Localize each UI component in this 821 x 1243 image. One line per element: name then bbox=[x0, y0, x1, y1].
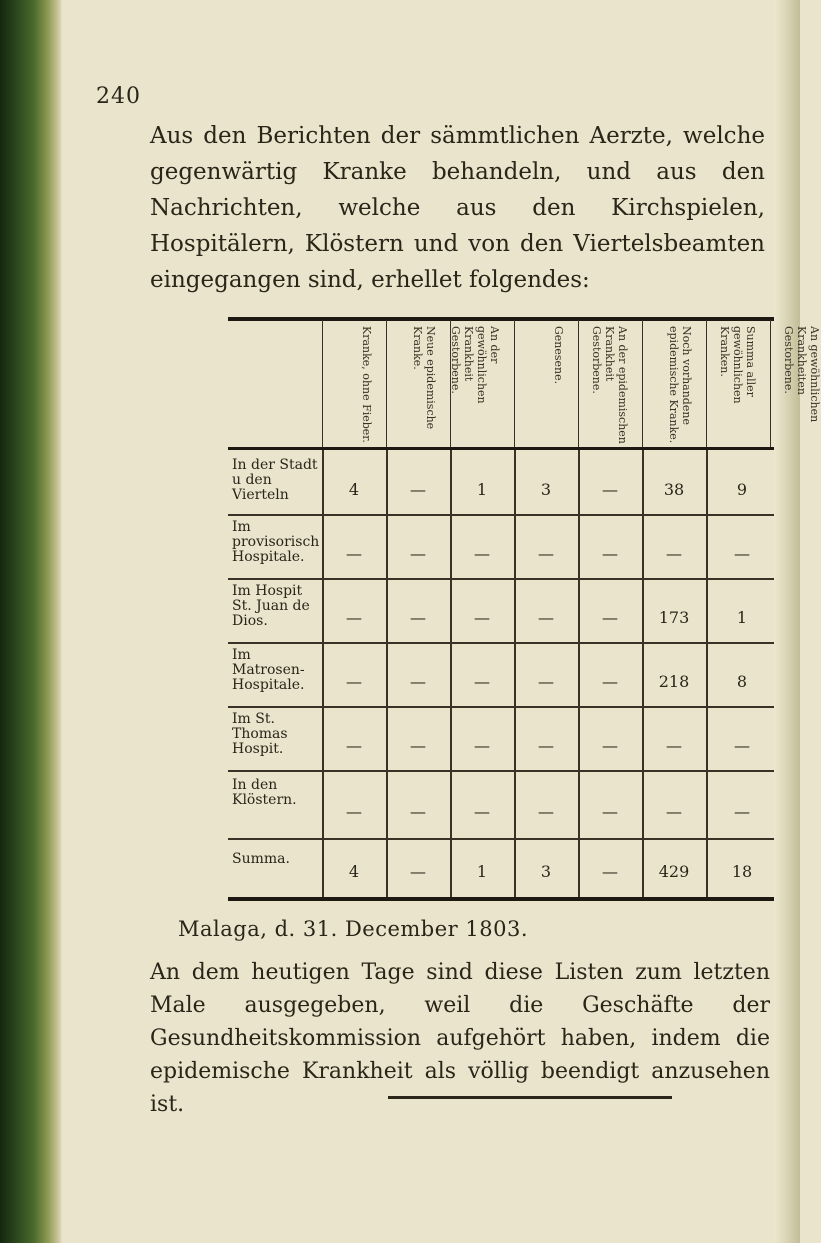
table-cell: — bbox=[602, 672, 618, 691]
table-cell: 1 bbox=[476, 480, 488, 499]
table-cell: — bbox=[410, 480, 426, 499]
table-cell: — bbox=[538, 736, 554, 755]
row-divider bbox=[228, 770, 774, 772]
table-cell: — bbox=[474, 736, 490, 755]
row-label: In der Stadt u den Vierteln bbox=[232, 457, 318, 503]
table-cell: — bbox=[602, 862, 618, 881]
closing-paragraph: An dem heutigen Tage sind diese Listen zum letzten Male ausgegeben, weil die Geschäfte der Gesundheitskommission aufgehört haben, indem die epidemische Krankheit als völlig beendigt anzusehen ist. bbox=[150, 960, 770, 1117]
table-cell: — bbox=[538, 672, 554, 691]
table-cell: 218 bbox=[658, 672, 690, 691]
column-header: An der epidemischen Krankheit Gestorbene. bbox=[578, 320, 643, 447]
table-cell: — bbox=[410, 544, 426, 563]
column-header: Kranke, ohne Fieber. bbox=[322, 320, 387, 447]
table-cell: — bbox=[734, 736, 750, 755]
table-body bbox=[322, 450, 774, 897]
table-cell: 38 bbox=[663, 480, 685, 499]
row-label: Im Matrosen-Hospitale. bbox=[232, 647, 305, 693]
table-cell: 173 bbox=[658, 608, 690, 627]
table-cell: — bbox=[734, 802, 750, 821]
table-cell: — bbox=[474, 608, 490, 627]
table-cell: — bbox=[734, 544, 750, 563]
table-cell: 4 bbox=[348, 480, 360, 499]
row-divider bbox=[228, 706, 774, 708]
table-cell: 1 bbox=[476, 862, 488, 881]
table-cell: — bbox=[602, 480, 618, 499]
table-cell: — bbox=[410, 736, 426, 755]
book-binding bbox=[0, 0, 62, 1243]
column-header: Neue epidemische Kranke. bbox=[386, 320, 451, 447]
place-date-line: Malaga, d. 31. December 1803. bbox=[178, 917, 529, 941]
table-cell: 3 bbox=[540, 480, 552, 499]
table-cell: — bbox=[346, 544, 362, 563]
row-divider bbox=[228, 838, 774, 840]
table-cell: 4 bbox=[348, 862, 360, 881]
page-number: 240 bbox=[96, 84, 141, 109]
end-rule bbox=[388, 1096, 672, 1099]
row-divider bbox=[228, 578, 774, 580]
table-cell: — bbox=[410, 672, 426, 691]
table-cell: — bbox=[602, 608, 618, 627]
table-cell: — bbox=[666, 802, 682, 821]
row-label: Im provisorisch Hospitale. bbox=[232, 519, 320, 565]
column-divider bbox=[706, 450, 708, 897]
intro-paragraph: Aus den Berichten der sämmtlichen Aerzte, welche gegenwärtig Kranke behandeln, und aus den Nachrichten, welche aus den Kirchspielen, Hospitälern, Klöstern und von den Viertelsbeamten eingegangen sind, erhellet folgendes: bbox=[150, 123, 765, 293]
row-label: In den Klöstern. bbox=[232, 777, 297, 808]
table-cell: — bbox=[410, 608, 426, 627]
table-bottom-rule bbox=[228, 897, 774, 901]
table-cell: — bbox=[666, 544, 682, 563]
table-cell: 8 bbox=[736, 672, 748, 691]
table-cell: — bbox=[410, 802, 426, 821]
table-cell: — bbox=[602, 802, 618, 821]
column-header: Summa aller gewöhnlichen Kranken. bbox=[706, 320, 771, 447]
table-cell: — bbox=[346, 802, 362, 821]
column-header: Noch vorhandene epidemische Kranke. bbox=[642, 320, 707, 447]
row-label: Im Hospit St. Juan de Dios. bbox=[232, 583, 310, 629]
table-cell: — bbox=[346, 672, 362, 691]
table-cell: — bbox=[346, 608, 362, 627]
row-label: Summa. bbox=[232, 851, 290, 867]
table-cell: 1 bbox=[736, 608, 748, 627]
page-edge bbox=[774, 0, 800, 1243]
table-cell: — bbox=[474, 544, 490, 563]
table-cell: 3 bbox=[540, 862, 552, 881]
table-cell: — bbox=[346, 736, 362, 755]
row-divider bbox=[228, 514, 774, 516]
table-cell: — bbox=[538, 802, 554, 821]
table-cell: 9 bbox=[736, 480, 748, 499]
table-cell: — bbox=[538, 544, 554, 563]
table-cell: — bbox=[538, 608, 554, 627]
row-divider bbox=[228, 642, 774, 644]
row-label: Im St. Thomas Hospit. bbox=[232, 711, 288, 757]
table-column-headers bbox=[322, 320, 821, 447]
table-cell: — bbox=[474, 802, 490, 821]
column-header: An der gewöhnlichen Krankheit Gestorbene. bbox=[450, 320, 515, 447]
table-cell: — bbox=[602, 544, 618, 563]
table-cell: — bbox=[474, 672, 490, 691]
table-cell: 429 bbox=[658, 862, 690, 881]
table-cell: — bbox=[410, 862, 426, 881]
column-header: Genesene. bbox=[514, 320, 579, 447]
table-cell: — bbox=[602, 736, 618, 755]
column-header: An gewöhnlichen Krankheiten Gestorbene. bbox=[770, 320, 775, 447]
table-cell: 18 bbox=[731, 862, 753, 881]
table-cell: — bbox=[666, 736, 682, 755]
